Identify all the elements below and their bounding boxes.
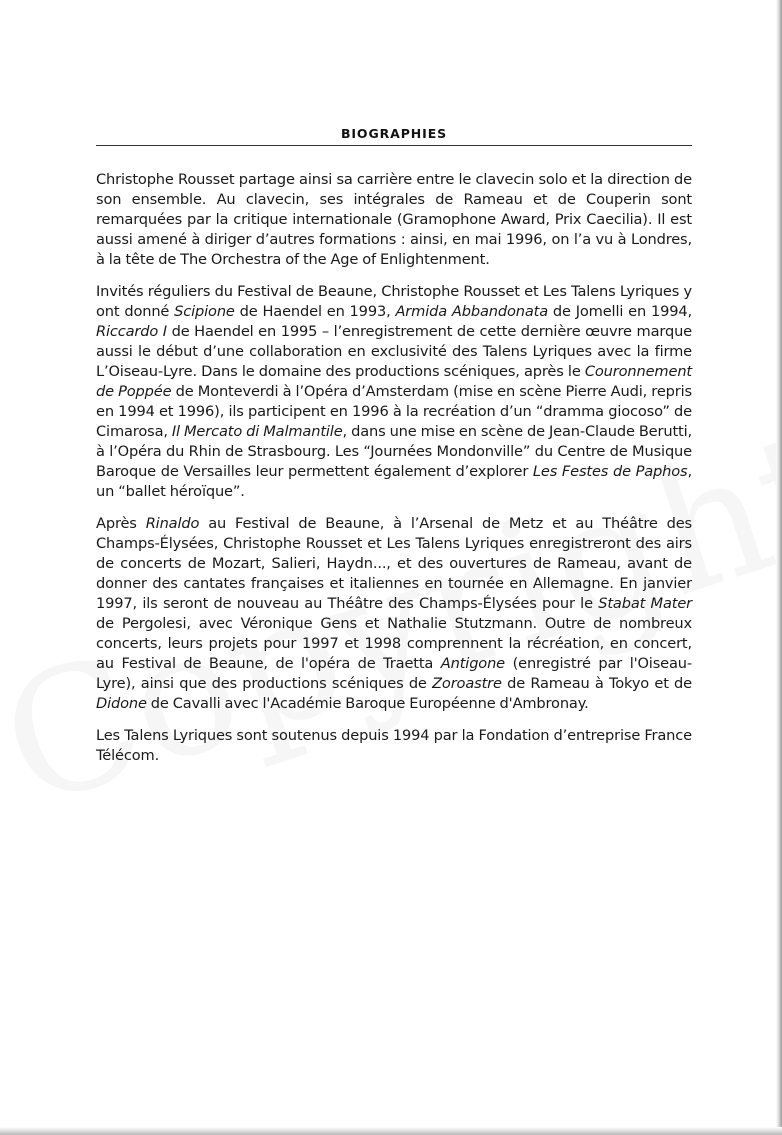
biography-text [96,170,692,778]
text-run: Invités réguliers du Festival de Beaune, Christophe Rousset et Les Talens Lyriques y ont donné [96,283,692,320]
italic-title: Riccardo I [96,323,167,340]
italic-title: Stabat Mater [598,595,693,612]
italic-title: Il Mercato di Malmantile [171,423,343,440]
page-edge-shadow [776,0,782,1135]
section-header: BIOGRAPHIES [340,126,448,141]
text-run: au Festival de Beaune, à l’Arsenal de Metz et au Théâtre des Champs-Élysées, Christophe Rousset et Les Talens Lyriques enregistreront des airs de concerts de Mozart, Salieri, Haydn..., et des ouvertures de Rameau, avant de donner des cantates françaises et italiennes en tournée en Allemagne. En janvier 1997, ils seront de nouveau au Théâtre des Champs-Élysées pour le [96,515,692,612]
paragraph-3 [96,514,692,714]
italic-title: Antigone [440,655,506,672]
italic-title: Scipione [174,303,235,320]
text-run: , dans une mise en scène de Jean-Claude Berutti, à l’Opéra du Rhin de Strasbourg. Les “Journées Mondonville” du Centre de Musique Baroque de Versailles leur permettent également d’explorer [96,423,692,480]
italic-title: Les Festes de Paphos [532,463,688,480]
text-run: de Haendel en 1995 – l’enregistrement de cette dernière œuvre marque aussi le début d’une collaboration en exclusivité des Talens Lyriques avec la firme L’Oiseau-Lyre. Dans le domaine des productions scéniques, après le [96,323,692,380]
text-run: de Cavalli avec l'Académie Baroque Européenne d'Ambronay. [146,695,589,712]
italic-title: Couronnement de Poppée [96,363,692,400]
text-run: Les Talens Lyriques sont soutenus depuis 1994 par la Fondation d’entreprise France Télécom. [96,727,692,764]
text-run: de Rameau à Tokyo et de [501,675,693,692]
paragraph-1 [96,170,692,270]
paragraph-4 [96,726,692,766]
text-run: Christophe Rousset partage ainsi sa carrière entre le clavecin solo et la direction de son ensemble. Au clavecin, ses intégrales de Rameau et de Couperin sont remarquées par la critique internationale (Gramophone Award, Prix Caecilia). Il est aussi amené à diriger d’autres formations : ainsi, en mai 1996, on l’a vu à Londres, à la tête de The Orchestra of the Age of Enlightenment. [96,171,692,268]
italic-title: Armida Abbandonata [395,303,549,320]
page-bottom-shadow [0,1127,782,1135]
text-run: (enregistré par l'Oiseau-Lyre), ainsi que des productions scéniques de [96,655,692,692]
text-run: de Haendel en 1993, [234,303,396,320]
text-run: Après [96,515,146,532]
header-rule [96,145,692,146]
text-run: de Jomelli en 1994, [548,303,692,320]
paragraph-2 [96,282,692,502]
italic-title: Didone [96,695,147,712]
text-run: de Pergolesi, avec Véronique Gens et Nathalie Stutzmann. Outre de nombreux concerts, leurs projets pour 1997 et 1998 comprennent la récréation, en concert, au Festival de Beaune, de l'opéra de Traetta [96,615,692,672]
italic-title: Rinaldo [145,515,200,532]
text-run: de Monteverdi à l’Opéra d’Amsterdam (mise en scène Pierre Audi, repris en 1994 et 1996), ils participent en 1996 à la recréation d’un “dramma giocoso” de Cimarosa, [96,383,692,440]
italic-title: Zoroastre [432,675,502,692]
text-run: , un “ballet héroïque”. [96,463,692,500]
